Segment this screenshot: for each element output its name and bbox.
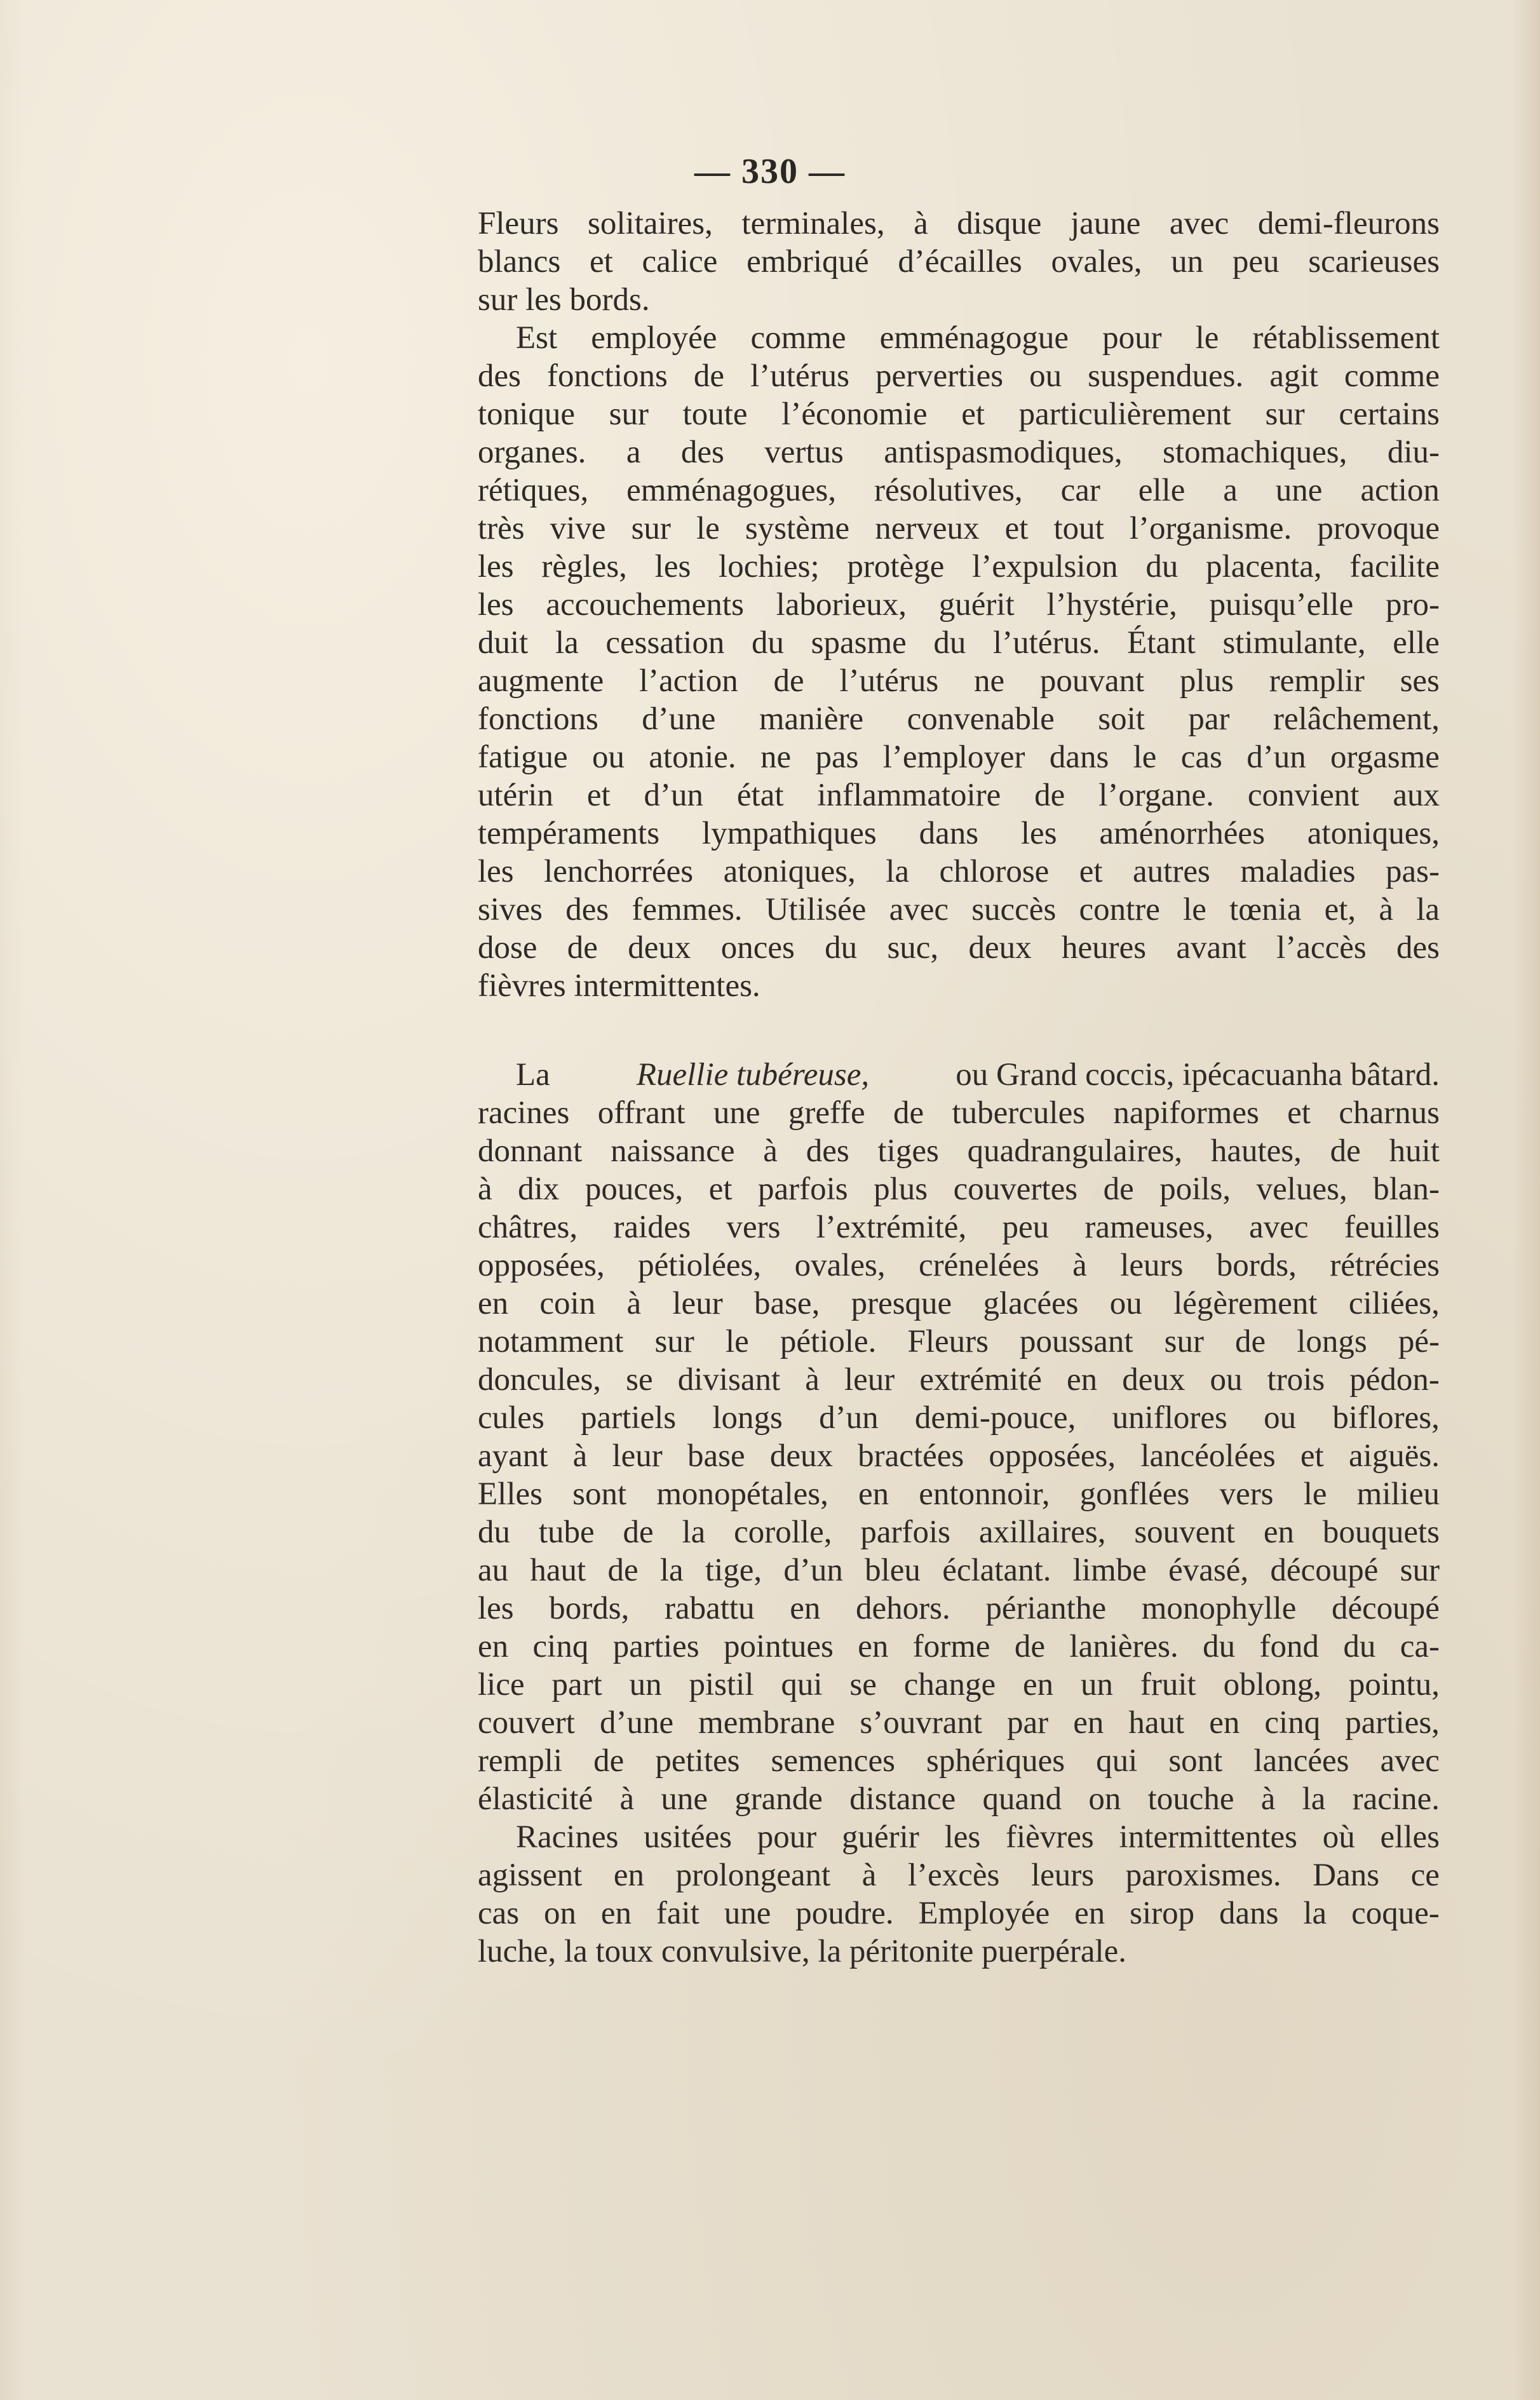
text-line: Fleurs solitaires, terminales, à disque jaune avec demi-fleurons: [478, 206, 1440, 241]
text-line: les règles, les lochies; protège l’expulsion du placenta, facilite: [478, 549, 1440, 584]
text-line: duit la cessation du spasme du l’utérus. Étant stimulante, elle: [478, 625, 1440, 661]
text-line: élasticité à une grande distance quand on touche à la racine.: [478, 1781, 1440, 1817]
text-line: fatigue ou atonie. ne pas l’employer dans le cas d’un orgasme: [478, 739, 1440, 775]
text-line: lice part un pistil qui se change en un fruit oblong, pointu,: [478, 1667, 1440, 1702]
paragraph-gap: [478, 1005, 1440, 1043]
text-line: couvert d’une membrane s’ouvrant par en haut en cinq parties,: [478, 1705, 1440, 1741]
text-line: blancs et calice embriqué d’écailles ovales, un peu scarieuses: [478, 244, 1440, 280]
paragraph-2: [478, 319, 1440, 1005]
text-line: luche, la toux convulsive, la péritonite puerpérale.: [478, 1934, 1127, 1969]
paragraph-3: [478, 1056, 1440, 1818]
line-prefix: La: [516, 1057, 550, 1093]
text-line: rétiques, emménagogues, résolutives, car elle a une action: [478, 473, 1440, 508]
text-line: donnant naissance à des tiges quadrangulaires, hautes, de huit: [478, 1133, 1440, 1169]
text-line: les lenchorrées atoniques, la chlorose et autres maladies pas-: [478, 854, 1440, 889]
text-line: organes. a des vertus antispasmodiques, stomachiques, diu-: [478, 435, 1440, 470]
text-line: racines offrant une greffe de tubercules napiformes et charnus: [478, 1095, 1440, 1131]
body-text: [478, 205, 1440, 1971]
text-line: très vive sur le système nerveux et tout l’organisme. provoque: [478, 511, 1440, 546]
text-line: notamment sur le pétiole. Fleurs poussant sur de longs pé-: [478, 1324, 1440, 1359]
text-line: cas on en fait une poudre. Employée en sirop dans la coque-: [478, 1896, 1440, 1931]
text-line: fonctions d’une manière convenable soit par relâchement,: [478, 701, 1440, 737]
text-line: ayant à leur base deux bractées opposées, lancéolées et aiguës.: [478, 1438, 1440, 1474]
text-line: en cinq parties pointues en forme de lanières. du fond du ca-: [478, 1629, 1440, 1664]
text-line: sur les bords.: [478, 282, 650, 318]
paragraph-gap: [478, 1043, 1440, 1056]
page-number: — 330 —: [694, 152, 846, 191]
text-line: opposées, pétiolées, ovales, crénelées à leurs bords, rétrécies: [478, 1248, 1440, 1283]
text-line: les bords, rabattu en dehors. périanthe monophylle découpé: [478, 1591, 1440, 1626]
plant-name: Ruellie tubéreuse,: [636, 1057, 870, 1093]
text-line: à dix pouces, et parfois plus couvertes de poils, velues, blan-: [478, 1171, 1440, 1207]
text-line: tempéraments lympathiques dans les aménorrhées atoniques,: [478, 816, 1440, 851]
text-line: du tube de la corolle, parfois axillaires, souvent en bouquets: [478, 1514, 1440, 1550]
text-line: les accouchements laborieux, guérit l’hystérie, puisqu’elle pro-: [478, 587, 1440, 623]
text-line: Elles sont monopétales, en entonnoir, gonflées vers le milieu: [478, 1476, 1440, 1512]
paragraph-4: [478, 1818, 1440, 1971]
text-line: rempli de petites semences sphériques qui sont lancées avec: [478, 1743, 1440, 1779]
text-line: Racines usitées pour guérir les fièvres intermittentes où elles: [516, 1819, 1440, 1855]
text-line: au haut de la tige, d’un bleu éclatant. limbe évasé, découpé sur: [478, 1553, 1440, 1588]
text-line: Est employée comme emménagogue pour le rétablissement: [516, 320, 1440, 356]
text-line: [478, 1056, 1440, 1094]
text-line: dose de deux onces du suc, deux heures avant l’accès des: [478, 930, 1440, 966]
paragraph-1: [478, 205, 1440, 319]
text-line: en coin à leur base, presque glacées ou légèrement ciliées,: [478, 1286, 1440, 1321]
text-line: augmente l’action de l’utérus ne pouvant plus remplir ses: [478, 663, 1440, 699]
text-line: cules partiels longs d’un demi-pouce, uniflores ou biflores,: [478, 1400, 1440, 1436]
text-line: doncules, se divisant à leur extrémité en deux ou trois pédon-: [478, 1362, 1440, 1398]
text-line: utérin et d’un état inflammatoire de l’organe. convient aux: [478, 778, 1440, 813]
text-line: agissent en prolongeant à l’excès leurs paroxismes. Dans ce: [478, 1857, 1440, 1893]
text-line: fièvres intermittentes.: [478, 968, 760, 1004]
text-line: tonique sur toute l’économie et particulièrement sur certains: [478, 396, 1440, 432]
text-line: châtres, raides vers l’extrémité, peu rameuses, avec feuilles: [478, 1210, 1440, 1245]
text-line: sives des femmes. Utilisée avec succès contre le tœnia et, à la: [478, 892, 1440, 927]
text-line: des fonctions de l’utérus perverties ou suspendues. agit comme: [478, 358, 1440, 394]
line-rest: ou Grand coccis, ipécacuanha bâtard.: [956, 1057, 1440, 1093]
